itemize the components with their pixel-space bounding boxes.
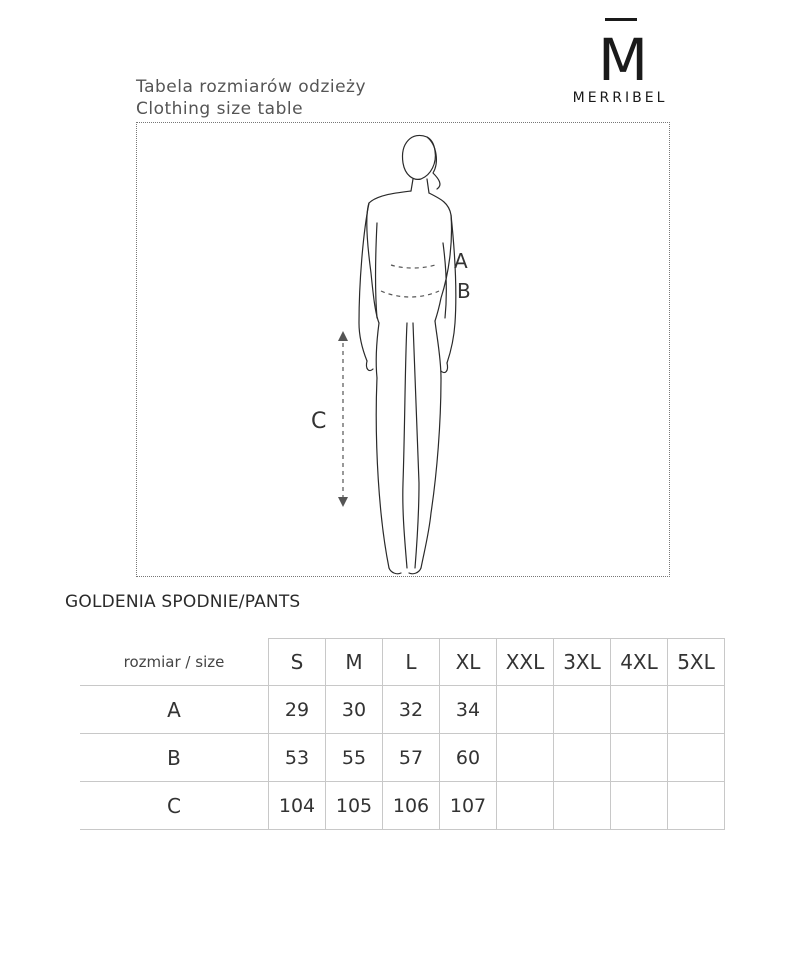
table-cell — [668, 734, 725, 782]
title-english: Clothing size table — [136, 99, 304, 119]
figure-label-c: C — [311, 409, 327, 434]
figure-label-b: B — [457, 279, 471, 303]
figure-head — [403, 135, 436, 179]
measure-line-a — [391, 265, 435, 268]
size-header-cell: S — [269, 639, 326, 686]
table-cell — [554, 734, 611, 782]
table-cell: 32 — [383, 686, 440, 734]
table-cell — [611, 734, 668, 782]
table-cell — [611, 782, 668, 830]
size-header-cell: XXL — [497, 639, 554, 686]
arrow-down-icon — [338, 497, 348, 507]
table-cell — [497, 782, 554, 830]
measure-line-b — [381, 291, 439, 297]
table-cell: 105 — [326, 782, 383, 830]
size-header-cell: 5XL — [668, 639, 725, 686]
table-row — [80, 734, 725, 782]
table-row — [80, 686, 725, 734]
arrow-up-icon — [338, 331, 348, 341]
table-cell — [497, 734, 554, 782]
size-header-label: rozmiar / size — [80, 639, 269, 686]
size-header-row — [80, 639, 725, 686]
logo-macron — [605, 18, 637, 21]
table-cell — [497, 686, 554, 734]
table-cell: 34 — [440, 686, 497, 734]
table-cell: 60 — [440, 734, 497, 782]
size-header-cell: 3XL — [554, 639, 611, 686]
table-cell — [554, 686, 611, 734]
logo-letter: M — [597, 26, 649, 94]
table-cell — [668, 686, 725, 734]
table-cell: 106 — [383, 782, 440, 830]
row-label: A — [80, 686, 269, 734]
table-cell: 53 — [269, 734, 326, 782]
table-cell: 29 — [269, 686, 326, 734]
size-header-cell: L — [383, 639, 440, 686]
title-polish: Tabela rozmiarów odzieży — [136, 77, 367, 97]
brand-name: MERRIBEL — [572, 90, 668, 106]
brand-logo — [560, 14, 680, 114]
table-cell: 55 — [326, 734, 383, 782]
table-cell — [611, 686, 668, 734]
size-header-cell: M — [326, 639, 383, 686]
size-table-title — [136, 76, 366, 120]
table-cell: 30 — [326, 686, 383, 734]
table-cell: 57 — [383, 734, 440, 782]
row-label: B — [80, 734, 269, 782]
size-header-cell: XL — [440, 639, 497, 686]
table-row — [80, 782, 725, 830]
row-label: C — [80, 782, 269, 830]
figure-label-a: A — [454, 249, 468, 273]
table-cell: 107 — [440, 782, 497, 830]
size-header-cell: 4XL — [611, 639, 668, 686]
table-cell — [668, 782, 725, 830]
table-cell: 104 — [269, 782, 326, 830]
size-table — [80, 638, 725, 830]
table-cell — [554, 782, 611, 830]
body-figure-illustration — [137, 123, 671, 578]
body-figure-frame — [136, 122, 670, 577]
product-title: GOLDENIA SPODNIE/PANTS — [65, 592, 301, 612]
